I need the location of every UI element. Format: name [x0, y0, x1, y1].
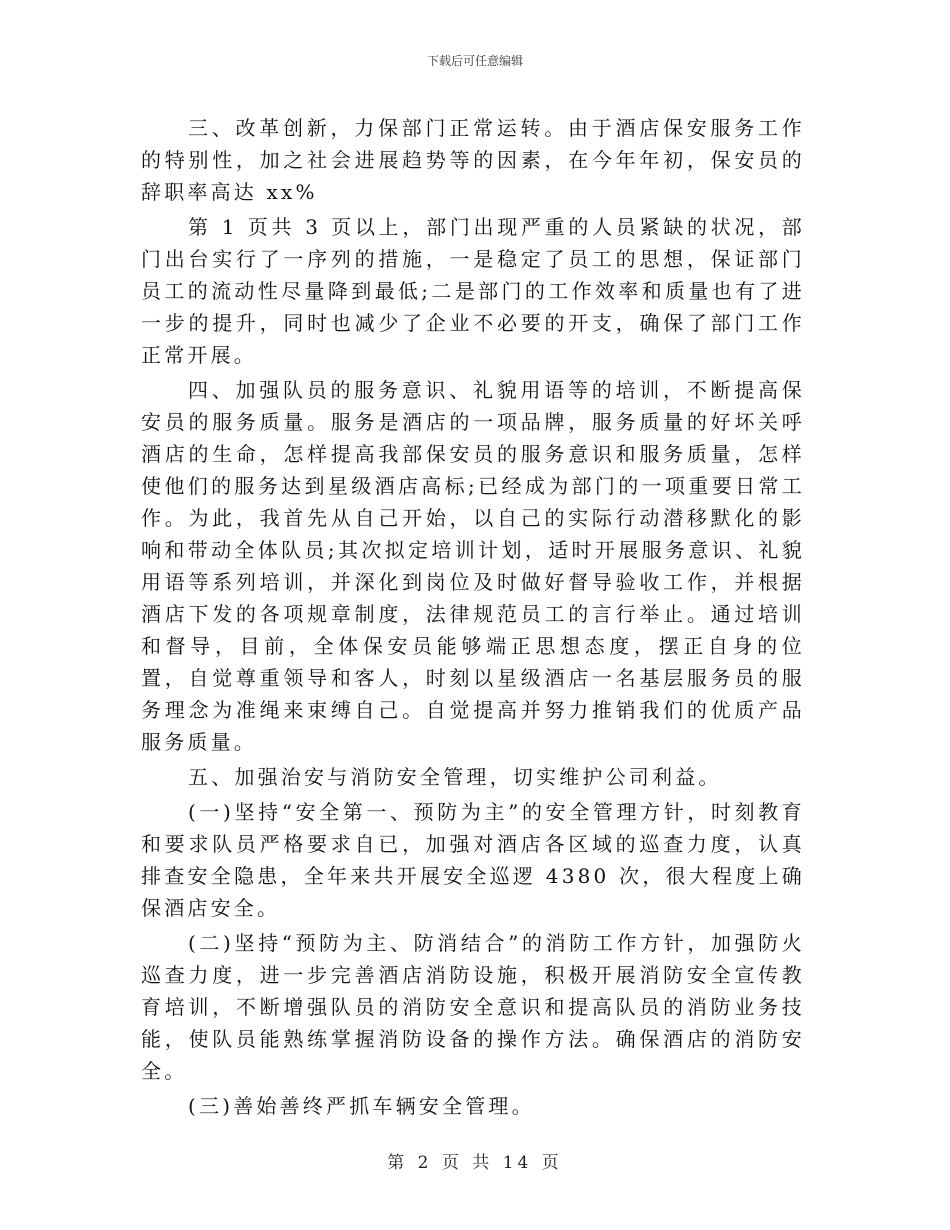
- paragraph-reform-innovation: 三、改革创新，力保部门正常运转。由于酒店保安服务工作的特别性，加之社会进展趋势等的因素，在今年年初，保安员的辞职率高达 xx%: [141, 116, 805, 204]
- page-number: 第 2 页 共 14 页: [387, 1153, 563, 1173]
- page-header: 下载后可任意编辑: [426, 54, 523, 68]
- document-body: [141, 112, 805, 1122]
- paragraph-fire-prevention: (二)坚持“预防为主、防消结合”的消防工作方针，加强防火巡查力度，进一步完善酒店消防设施，积极开展消防安全宣传教育培训，不断增强队员的消防安全意识和提高队员的消防业务技能，使队员能熟练掌握消防设备的操作方法。确保酒店的消防安全。: [141, 931, 805, 1083]
- paragraph-vehicle-safety: (三)善始善终严抓车辆安全管理。: [188, 1094, 535, 1118]
- paragraph-service-training: 四、加强队员的服务意识、礼貌用语等的培训，不断提高保安员的服务质量。服务是酒店的一项品牌，服务质量的好坏关呼酒店的生命，怎样提高我部保安员的服务意识和服务质量，怎样使他们的服务达到星级酒店高标;已经成为部门的一项重要日常工作。为此，我首先从自己开始，以自己的实际行动潜移默化的影响和带动全体队员;其次拟定培训计划，适时开展服务意识、礼貌用语等系列培训，并深化到岗位及时做好督导验收工作，并根据酒店下发的各项规章制度，法律规范员工的言行举止。通过培训和督导，目前，全体保安员能够端正思想态度，摆正自身的位置，自觉尊重领导和客人，时刻以星级酒店一名基层服务员的服务理念为准绳来束缚自己。自觉提高并努力推销我们的优质产品服务质量。: [141, 378, 805, 754]
- paragraph-security-management: 五、加强治安与消防安全管理，切实维护公司利益。: [188, 765, 722, 789]
- paragraph-page-note-measures: 第 1 页共 3 页以上，部门出现严重的人员紧缺的状况，部门出台实行了一序列的措施，一是稳定了员工的思想，保证部门员工的流动性尽量降到最低;二是部门的工作效率和质量也有了进一步的提升，同时也减少了企业不必要的开支，确保了部门工作正常开展。: [141, 215, 805, 367]
- paragraph-safety-first: (一)坚持“安全第一、预防为主”的安全管理方针，时刻教育和要求队员严格要求自已，加强对酒店各区域的巡查力度，认真排查安全隐患，全年来共开展安全巡逻 4380 次，很大程度上确保酒店安全。: [141, 800, 805, 920]
